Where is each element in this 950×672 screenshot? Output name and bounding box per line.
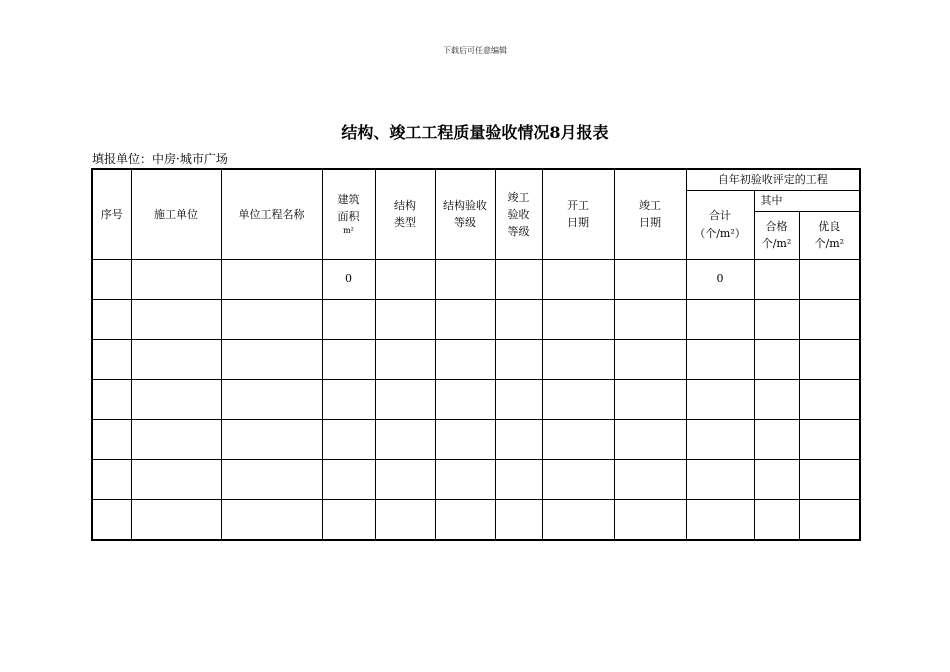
header-total-line1: 合计 [709, 209, 731, 223]
table-row [92, 299, 860, 339]
header-ytd-group: 自年初验收评定的工程 [686, 169, 860, 190]
cell-structure-grade [435, 299, 495, 339]
cell-contractor [131, 299, 221, 339]
cell-contractor [131, 259, 221, 299]
header-structure-type-line2: 类型 [394, 216, 416, 230]
cell-structure-grade [435, 419, 495, 459]
cell-contractor [131, 459, 221, 499]
cell-project [221, 459, 322, 499]
cell-completion-date [614, 299, 686, 339]
cell-seq [92, 259, 131, 299]
cell-area [322, 419, 375, 459]
cell-pass [754, 259, 799, 299]
cell-seq [92, 299, 131, 339]
cell-contractor [131, 379, 221, 419]
cell-completion-grade [495, 339, 542, 379]
cell-excellent [799, 419, 860, 459]
cell-structure-type [375, 379, 435, 419]
header-start-date-line1: 开工 [567, 199, 589, 213]
header-completion-grade-line3: 等级 [507, 224, 530, 238]
cell-pass [754, 459, 799, 499]
filler-unit-label: 填报单位：中房·城市广场 [92, 152, 228, 166]
cell-seq [92, 339, 131, 379]
cell-structure-type [375, 339, 435, 379]
cell-start-date [542, 459, 614, 499]
cell-excellent [799, 379, 860, 419]
cell-seq [92, 419, 131, 459]
cell-completion-date [614, 499, 686, 540]
cell-area [322, 379, 375, 419]
cell-project [221, 379, 322, 419]
header-structure-grade-line1: 结构验收 [443, 199, 487, 213]
cell-excellent [799, 299, 860, 339]
cell-completion-grade [495, 459, 542, 499]
cell-start-date [542, 379, 614, 419]
cell-total [686, 459, 754, 499]
cell-pass [754, 419, 799, 459]
header-start-date-line2: 日期 [567, 216, 589, 230]
cell-completion-date [614, 459, 686, 499]
cell-total [686, 299, 754, 339]
header-pass-line2: 个/m² [761, 237, 792, 250]
cell-structure-grade [435, 499, 495, 540]
table-row [92, 379, 860, 419]
cell-structure-type [375, 459, 435, 499]
cell-completion-grade [495, 419, 542, 459]
cell-excellent [799, 259, 860, 299]
cell-completion-date [614, 419, 686, 459]
cell-project [221, 299, 322, 339]
report-table [91, 168, 861, 541]
cell-pass [754, 339, 799, 379]
header-seq: 序号 [92, 169, 131, 259]
cell-start-date [542, 259, 614, 299]
cell-excellent [799, 499, 860, 540]
cell-area [322, 459, 375, 499]
cell-completion-date [614, 259, 686, 299]
cell-seq [92, 499, 131, 540]
cell-seq [92, 379, 131, 419]
cell-structure-type [375, 299, 435, 339]
header-contractor: 施工单位 [131, 169, 221, 259]
cell-area [322, 499, 375, 540]
table-row [92, 259, 860, 299]
table-row [92, 459, 860, 499]
cell-pass [754, 499, 799, 540]
cell-total [686, 499, 754, 540]
header-area-line2: 面积 [337, 210, 360, 224]
header-completion-grade-line2: 验收 [507, 207, 530, 221]
header-pass-line1: 合格 [765, 219, 788, 233]
header-structure-type [375, 169, 435, 259]
header-excellent-line2: 个/m² [814, 237, 845, 250]
header-area-unit: m² [343, 226, 354, 236]
cell-total [686, 339, 754, 379]
cell-structure-type [375, 499, 435, 540]
header-total-line2: （个/m²） [694, 226, 746, 240]
cell-area [322, 339, 375, 379]
header-excellent-line1: 优良 [818, 219, 841, 233]
cell-pass [754, 379, 799, 419]
cell-start-date [542, 339, 614, 379]
cell-completion-grade [495, 499, 542, 540]
cell-completion-grade [495, 379, 542, 419]
header-structure-type-line1: 结构 [394, 199, 416, 213]
header-area [322, 169, 375, 259]
header-pass [754, 211, 799, 259]
cell-completion-grade [495, 259, 542, 299]
table-row [92, 419, 860, 459]
cell-project [221, 259, 322, 299]
cell-structure-grade [435, 459, 495, 499]
table-row [92, 499, 860, 540]
header-note: 下载后可任意编辑 [443, 46, 507, 55]
cell-area: 0 [322, 259, 375, 299]
cell-seq [92, 459, 131, 499]
cell-completion-grade [495, 299, 542, 339]
header-structure-grade-line2: 等级 [454, 216, 476, 230]
cell-contractor [131, 339, 221, 379]
cell-completion-date [614, 379, 686, 419]
cell-project [221, 499, 322, 540]
cell-structure-grade [435, 339, 495, 379]
table-row [92, 339, 860, 379]
cell-structure-grade [435, 259, 495, 299]
cell-area [322, 299, 375, 339]
header-excellent [799, 211, 860, 259]
cell-start-date [542, 499, 614, 540]
cell-contractor [131, 499, 221, 540]
cell-structure-type [375, 259, 435, 299]
document-title: 结构、竣工工程质量验收情况8月报表 [341, 123, 609, 142]
header-completion-grade-line1: 竣工 [507, 190, 530, 204]
header-start-date [542, 169, 614, 259]
header-completion-date [614, 169, 686, 259]
cell-excellent [799, 339, 860, 379]
header-structure-grade [435, 169, 495, 259]
cell-excellent [799, 459, 860, 499]
header-total [686, 190, 754, 259]
cell-project [221, 419, 322, 459]
cell-structure-grade [435, 379, 495, 419]
header-completion-date-line1: 竣工 [639, 199, 661, 213]
header-area-line1: 建筑 [337, 193, 360, 206]
header-of-which: 其中 [754, 190, 860, 211]
cell-total [686, 379, 754, 419]
cell-start-date [542, 299, 614, 339]
cell-contractor [131, 419, 221, 459]
cell-structure-type [375, 419, 435, 459]
header-completion-grade [495, 169, 542, 259]
cell-pass [754, 299, 799, 339]
cell-project [221, 339, 322, 379]
cell-total: 0 [686, 259, 754, 299]
cell-total [686, 419, 754, 459]
header-project-name: 单位工程名称 [221, 169, 322, 259]
cell-completion-date [614, 339, 686, 379]
cell-start-date [542, 419, 614, 459]
header-completion-date-line2: 日期 [639, 216, 661, 230]
